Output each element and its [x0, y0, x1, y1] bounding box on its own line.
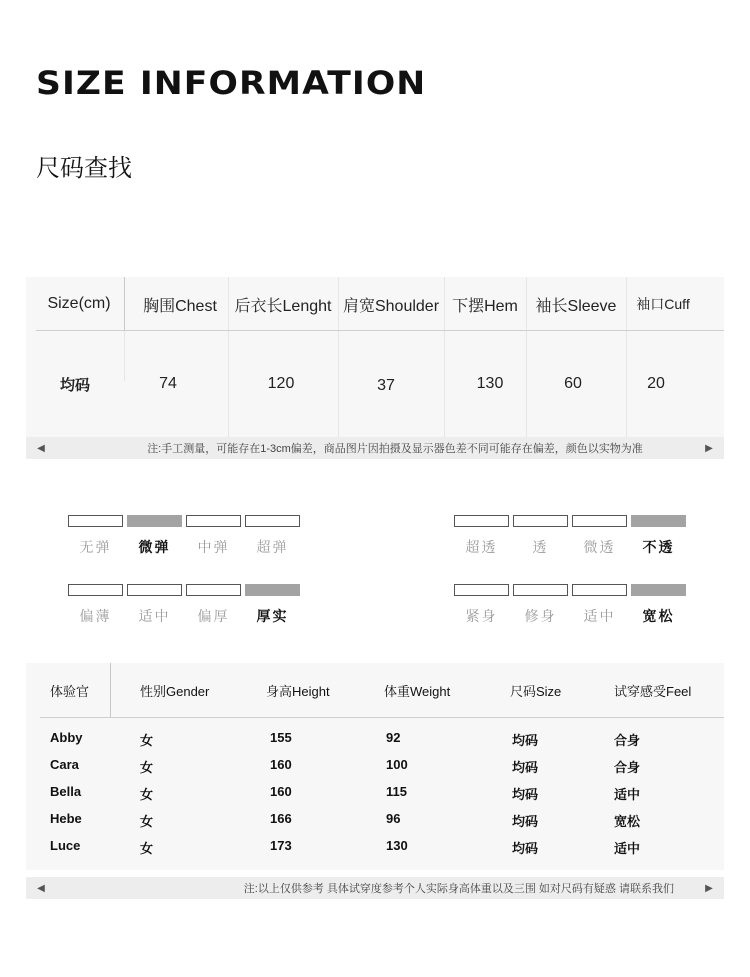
header-length: 后衣长Lenght — [234, 297, 332, 315]
header-divider — [40, 717, 724, 718]
header-size: 尺码Size — [510, 683, 562, 699]
table-cell: 均码 — [512, 760, 539, 775]
header-cuff: 袖口Cuff — [636, 296, 690, 312]
scale-box — [631, 515, 686, 527]
size-table-header — [26, 277, 724, 331]
table-cell: 适中 — [614, 787, 641, 802]
scale-box — [513, 584, 568, 596]
scale-box — [454, 584, 509, 596]
scale-label: 宽松 — [642, 609, 675, 625]
table-cell: 女 — [140, 841, 154, 856]
table-cell: 92 — [386, 730, 401, 745]
scale-box — [245, 515, 300, 527]
header-tester: 体验官 — [50, 683, 90, 699]
header-chest: 胸围Chest — [143, 297, 217, 315]
scale-label: 透 — [532, 540, 549, 556]
header-feel: 试穿感受Feel — [614, 683, 692, 699]
size-note: 注:手工测量，可能存在1-3cm偏差，商品图片因拍摄及显示器色差不同可能存在偏差，颜色以实物为准 — [147, 443, 643, 455]
scale-box — [572, 515, 627, 527]
cell-chest: 74 — [159, 375, 177, 392]
scale-label: 适中 — [583, 609, 616, 625]
table-cell: Abby — [50, 730, 83, 745]
scale-label: 偏薄 — [79, 609, 112, 625]
scale-label: 厚实 — [256, 609, 289, 625]
cell-hem: 130 — [476, 375, 504, 392]
cell-sleeve: 60 — [564, 375, 582, 392]
header-height: 身高Height — [266, 683, 330, 699]
table-row — [26, 784, 724, 811]
cell-length: 120 — [267, 375, 295, 392]
transparency-scale — [454, 515, 686, 557]
scale-label: 无弹 — [79, 540, 112, 556]
scale-label: 修身 — [524, 609, 557, 625]
table-cell: 115 — [386, 784, 407, 799]
scale-box — [513, 515, 568, 527]
table-cell: 女 — [140, 733, 154, 748]
scale-box — [631, 584, 686, 596]
scale-box — [68, 515, 123, 527]
table-cell: 均码 — [512, 733, 539, 748]
page-title: SIZE INFORMATION — [36, 64, 427, 102]
scale-boxes — [454, 515, 686, 527]
scale-box — [186, 584, 241, 596]
table-row — [26, 757, 724, 784]
table-cell: 宽松 — [614, 814, 641, 829]
scale-box — [245, 584, 300, 596]
table-cell: 适中 — [614, 841, 641, 856]
scale-boxes — [68, 515, 300, 527]
table-cell: 160 — [270, 757, 292, 772]
header-hem: 下摆Hem — [452, 297, 518, 315]
thickness-scale — [68, 584, 300, 626]
scale-box — [572, 584, 627, 596]
scale-label: 微弹 — [138, 540, 171, 556]
scale-box — [68, 584, 123, 596]
scroll-left-icon[interactable]: ◀ — [37, 442, 45, 454]
model-note: 注:以上仅供参考 具体试穿度参考个人实际身高体重以及三围 如对尺码有疑惑 请联系我们 — [243, 883, 674, 895]
table-cell: 女 — [140, 787, 154, 802]
fit-scale — [454, 584, 686, 626]
table-cell: Cara — [50, 757, 79, 772]
scale-box — [127, 515, 182, 527]
table-cell: 女 — [140, 760, 154, 775]
table-cell: 130 — [386, 838, 408, 853]
table-cell: 173 — [270, 838, 292, 853]
scale-labels — [68, 606, 300, 626]
table-cell: 100 — [386, 757, 408, 772]
table-cell: 合身 — [614, 733, 641, 748]
column-divider — [110, 663, 111, 717]
scale-label: 超弹 — [256, 540, 289, 556]
header-gender: 性别Gender — [140, 683, 210, 699]
cell-size: 均码 — [59, 376, 90, 394]
table-cell: 96 — [386, 811, 401, 826]
scroll-right-icon[interactable]: ▶ — [705, 882, 713, 894]
header-size: Size(cm) — [47, 295, 111, 312]
header-weight: 体重Weight — [384, 683, 451, 699]
cell-cuff: 20 — [647, 375, 665, 392]
table-cell: Bella — [50, 784, 82, 799]
scale-boxes — [454, 584, 686, 596]
scale-labels — [454, 606, 686, 626]
header-sleeve: 袖长Sleeve — [535, 297, 617, 315]
scale-box — [186, 515, 241, 527]
size-table-row — [26, 331, 724, 437]
table-row — [26, 838, 724, 865]
table-cell: 均码 — [512, 787, 539, 802]
scale-labels — [68, 537, 300, 557]
size-table — [26, 277, 724, 437]
scale-label: 微透 — [583, 540, 616, 556]
scale-boxes — [68, 584, 300, 596]
size-table-scrollbar[interactable] — [26, 437, 724, 459]
scale-label: 中弹 — [197, 540, 230, 556]
table-cell: 均码 — [512, 814, 539, 829]
model-table-scrollbar[interactable] — [26, 877, 724, 899]
header-shoulder: 肩宽Shoulder — [342, 297, 440, 315]
scale-label: 超透 — [465, 540, 498, 556]
table-cell: 160 — [270, 784, 292, 799]
model-table — [26, 663, 724, 870]
scroll-right-icon[interactable]: ▶ — [705, 442, 713, 454]
scale-box — [127, 584, 182, 596]
scale-label: 偏厚 — [197, 609, 230, 625]
table-cell: 166 — [270, 811, 292, 826]
table-row — [26, 811, 724, 838]
elasticity-scale — [68, 515, 300, 557]
table-cell: 均码 — [512, 841, 539, 856]
scroll-left-icon[interactable]: ◀ — [37, 882, 45, 894]
page-subtitle: 尺码查找 — [36, 154, 132, 182]
table-cell: Luce — [50, 838, 81, 853]
scale-label: 适中 — [138, 609, 171, 625]
scale-label: 不透 — [642, 540, 675, 556]
scale-label: 紧身 — [465, 609, 498, 625]
table-cell: 合身 — [614, 760, 641, 775]
table-cell: 155 — [270, 730, 292, 745]
scale-labels — [454, 537, 686, 557]
table-row — [26, 730, 724, 757]
cell-shoulder: 37 — [377, 377, 395, 394]
table-cell: 女 — [140, 814, 154, 829]
table-cell: Hebe — [50, 811, 82, 826]
scale-box — [454, 515, 509, 527]
